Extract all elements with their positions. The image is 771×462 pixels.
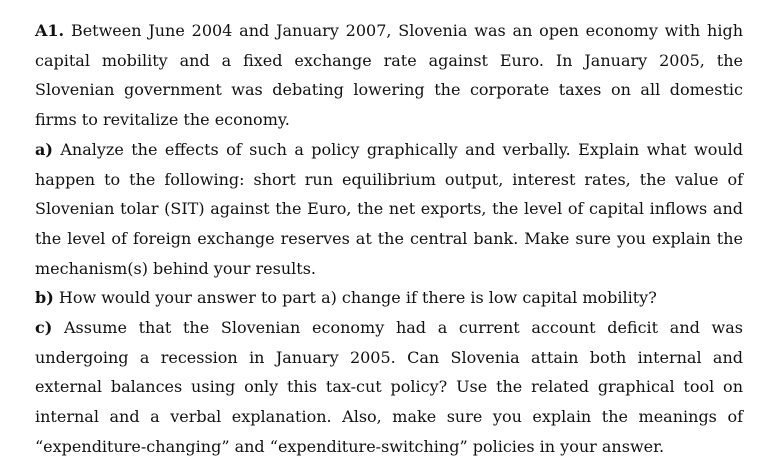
part-c-paragraph: [35, 313, 743, 462]
part-c-text: Assume that the Slovenian economy had a current account deficit and was undergoing a recession in January 2005. Can Slovenia attain both internal and external balances using only this tax-cut policy? Use the related graphical tool on internal and a verbal explanation. Also, make sure you explain the meanings of “expenditure-changing” and “expenditure-switching” policies in your answer.: [35, 318, 743, 456]
question-intro-text: Between June 2004 and January 2007, Slovenia was an open economy with high capital mobility and a fixed exchange rate against Euro. In January 2005, the Slovenian government was debating lowering the corporate taxes on all domestic firms to revitalize the economy.: [35, 21, 743, 130]
part-b-text: How would your answer to part a) change if there is low capital mobility?: [58, 288, 657, 308]
question-intro-paragraph: [35, 16, 743, 135]
part-b-paragraph: [35, 283, 743, 313]
part-b-label: b): [35, 288, 54, 308]
question-document: [35, 16, 743, 462]
part-c-label: c): [35, 318, 53, 338]
part-a-label: a): [35, 139, 53, 159]
question-number: A1.: [35, 21, 65, 40]
part-a-text: Analyze the effects of such a policy graphically and verbally. Explain what would happen to the following: short run equilibrium output, interest rates, the value of Slovenian tolar (SIT) against the Euro, the net exports, the level of capital inflows and the level of foreign exchange reserves at the central bank. Make sure you explain the mechanism(s) behind your results.: [35, 139, 743, 278]
part-a-paragraph: [35, 135, 743, 284]
